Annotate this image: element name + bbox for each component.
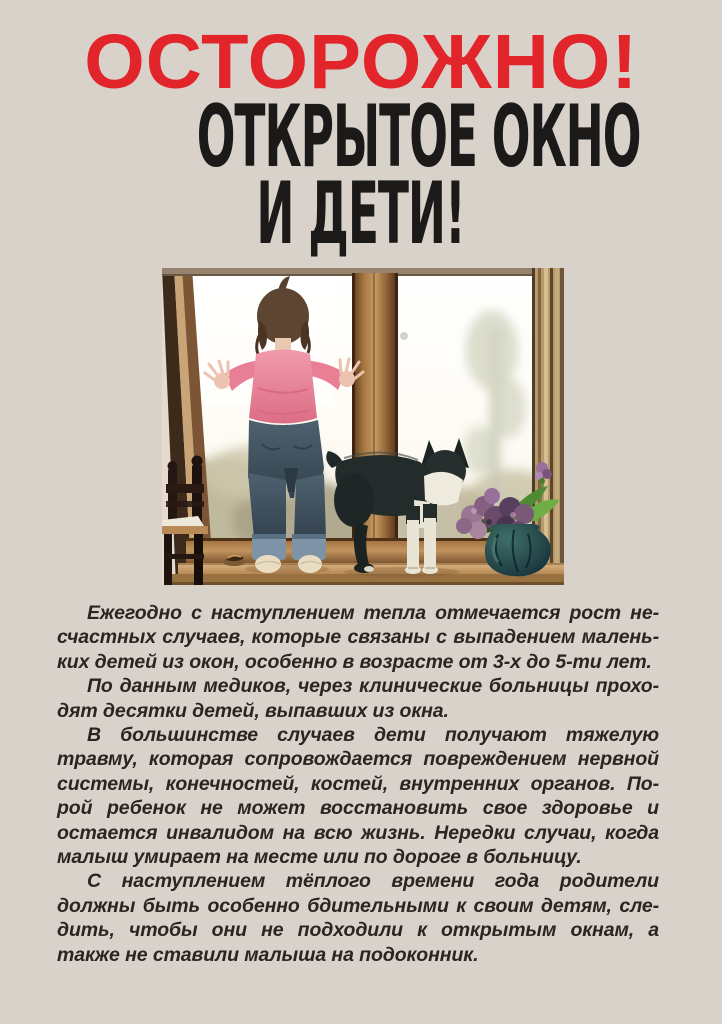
text-line: травму, которая сопровождается повреждением нервной xyxy=(57,748,659,771)
text-line: счастных случаев, которые связаны с выпадением малень- xyxy=(57,626,659,649)
article-text xyxy=(57,601,659,967)
text-line: рой ребенок не может восстановить свое здоровье и xyxy=(57,797,659,820)
paragraph xyxy=(57,869,659,967)
paragraph xyxy=(57,723,659,869)
text-line: дят десятки детей, выпавших из окна. xyxy=(57,699,449,722)
main-title xyxy=(0,87,722,264)
text-line: малыш умирает на месте или по дороге в больницу. xyxy=(57,846,582,869)
text-line: остается инвалидом на всю жизнь. Нередки случаи, когда xyxy=(57,821,659,844)
text-line: Ежегодно с наступлением тепла отмечается рост не- xyxy=(87,602,659,624)
text-line: должны быть особенно бдительными к своим детям, сле- xyxy=(57,894,659,917)
text-line: ких детей из окон, особенно в возрасте от 3-х до 5-ти лет. xyxy=(57,650,652,673)
text-line: В большинстве случаев дети получают тяжелую xyxy=(87,724,659,747)
warning-title-text: ОСТОРОЖНО! xyxy=(83,19,639,105)
text-line: системы, конечностей, костей, внутренних органов. По- xyxy=(57,772,659,795)
text-line: дить, чтобы они не подходили к открытым окнам, а xyxy=(57,919,659,942)
main-title-line1: ОТКРЫТОЕ ОКНО xyxy=(196,87,641,187)
text-line: По данным медиков, через клинические больницы прохо- xyxy=(87,675,659,698)
text-line: также не ставили малыша на подоконник. xyxy=(57,943,479,966)
window-photo xyxy=(162,268,564,585)
main-title-line2: И ДЕТИ! xyxy=(256,164,466,264)
text-line: С наступлением тёплого времени года родители xyxy=(87,870,659,893)
paragraph xyxy=(57,601,659,674)
paragraph xyxy=(57,674,659,723)
